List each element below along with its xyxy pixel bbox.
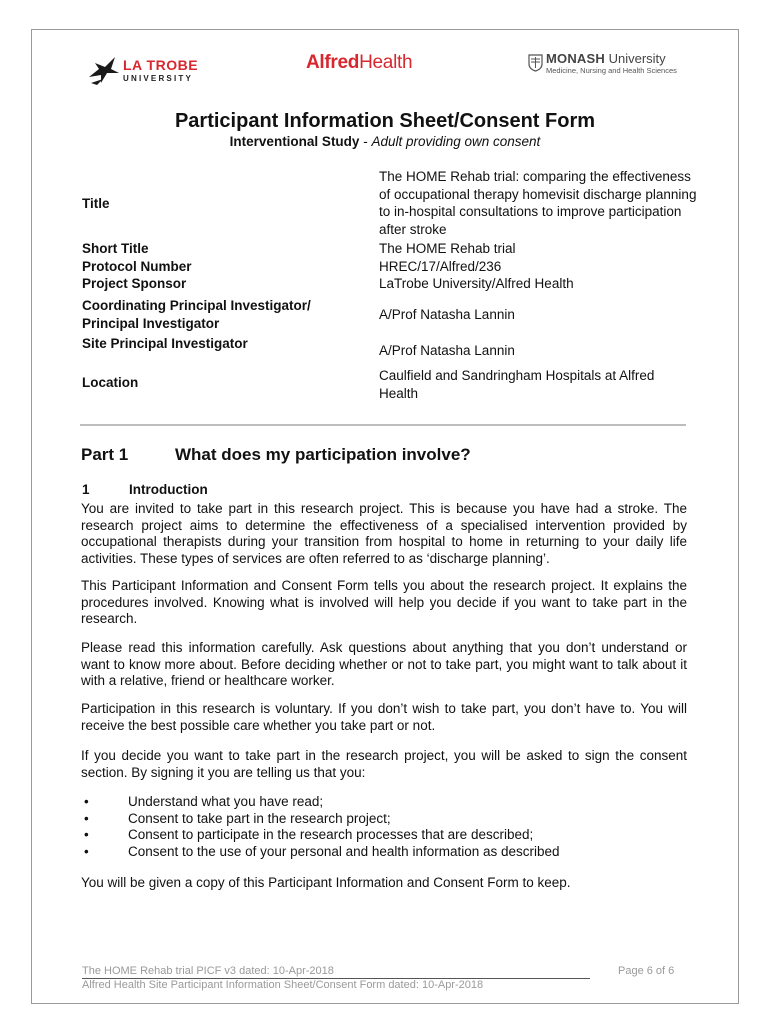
subtitle-consent-type: Adult providing own consent [371,134,541,149]
detail-value-location: Caulfield and Sandringham Hospitals at Alfred Health [379,368,655,401]
detail-label-short-title: Short Title [82,241,149,256]
monash-name-rest: University [604,51,666,66]
detail-label-location: Location [82,375,139,390]
paragraph-read-carefully: Please read this information carefully. Ask questions about anything that you don’t understand or want to know more about. Before deciding whether or not to take part, you might want to talk about it with a relative, friend or healthcare worker. [81,640,687,688]
part-number: Part 1 [81,445,129,464]
subtitle-study-type: Interventional Study [229,134,360,149]
latrobe-sub: UNIVERSITY [123,73,194,83]
bullet-text: Consent to participate in the research processes that are described; [128,827,534,842]
latrobe-logo [85,52,198,88]
list-item [81,794,687,811]
footer-version-line: The HOME Rehab trial PICF v3 dated: 10-Apr-2018 [82,965,590,979]
part-title: What does my participation involve? [175,445,471,464]
bullet-text: Consent to take part in the research project; [128,810,391,826]
monash-crest-icon [528,54,543,72]
monash-logo [528,52,677,75]
bullet-text: Consent to the use of your personal and health information as described [128,843,560,859]
detail-label-coordinating-pi: Coordinating Principal Investigator/ Principal Investigator [82,298,311,331]
alfred-health-logo [306,52,412,74]
bullet-icon: • [84,794,89,809]
bullet-icon: • [84,827,89,842]
consent-bullet-list [81,794,687,860]
detail-value-project-sponsor: LaTrobe University/Alfred Health [379,276,574,291]
alfred-logo-part1: Alfred [306,52,360,73]
detail-value-short-title: The HOME Rehab trial [379,241,516,256]
monash-sub: Medicine, Nursing and Health Sciences [546,66,677,75]
paragraph-closing: You will be given a copy of this Participant Information and Consent Form to keep. [81,875,571,890]
section-title: Introduction [129,482,208,497]
detail-value-coordinating-pi: A/Prof Natasha Lannin [379,307,515,322]
list-item [81,811,687,828]
section-divider [80,424,686,426]
document-title: Participant Information Sheet/Consent Form [174,110,596,132]
bullet-icon: • [84,843,89,859]
alfred-logo-part2: Health [359,52,413,73]
detail-value-site-pi: A/Prof Natasha Lannin [379,343,515,358]
paragraph-about-form: This Participant Information and Consent Form tells you about the research project. It explains the procedures involved. Knowing what is involved will help you decide if you want to take part in the research. [81,578,687,626]
footer-site-line: Alfred Health Site Participant Information Sheet/Consent Form dated: 10-Apr-2018 [82,979,484,991]
paragraph-voluntary: Participation in this research is voluntary. If you don’t wish to take part, you don’t have to. You will receive the best possible care whether you take part or not. [81,701,687,733]
latrobe-bird-icon [85,53,121,87]
detail-value-protocol-number: HREC/17/Alfred/236 [379,259,502,274]
footer-page-number: Page 6 of 6 [618,965,675,977]
detail-label-project-sponsor: Project Sponsor [82,276,187,291]
bullet-text: Understand what you have read; [128,794,324,809]
detail-label-site-pi: Site Principal Investigator [82,336,248,351]
list-item [81,844,687,861]
section-number: 1 [82,482,90,497]
subtitle-separator: - [359,134,372,149]
detail-label-title: Title [82,196,110,211]
monash-name-bold: MONASH [546,51,605,66]
detail-value-title: The HOME Rehab trial: comparing the effectiveness of occupational therapy homevisit discharge planning to in-hospital consultations to improve participation after stroke [379,169,697,237]
detail-label-protocol-number: Protocol Number [82,259,192,274]
document-subtitle [0,134,770,149]
latrobe-name: LA TROBE [123,56,199,73]
list-item [81,827,687,844]
paragraph-invitation: You are invited to take part in this research project. This is because you have had a stroke. The research project aims to determine the effectiveness of a specialised intervention provided by occupational therapists during your transition from hospital to home in returning to your daily life activities. These types of services are often referred to as ‘discharge planning’. [81,501,687,566]
paragraph-consent-intro: If you decide you want to take part in the research project, you will be asked to sign the consent section. By signing it you are telling us that you: [81,748,687,780]
bullet-icon: • [84,810,89,826]
